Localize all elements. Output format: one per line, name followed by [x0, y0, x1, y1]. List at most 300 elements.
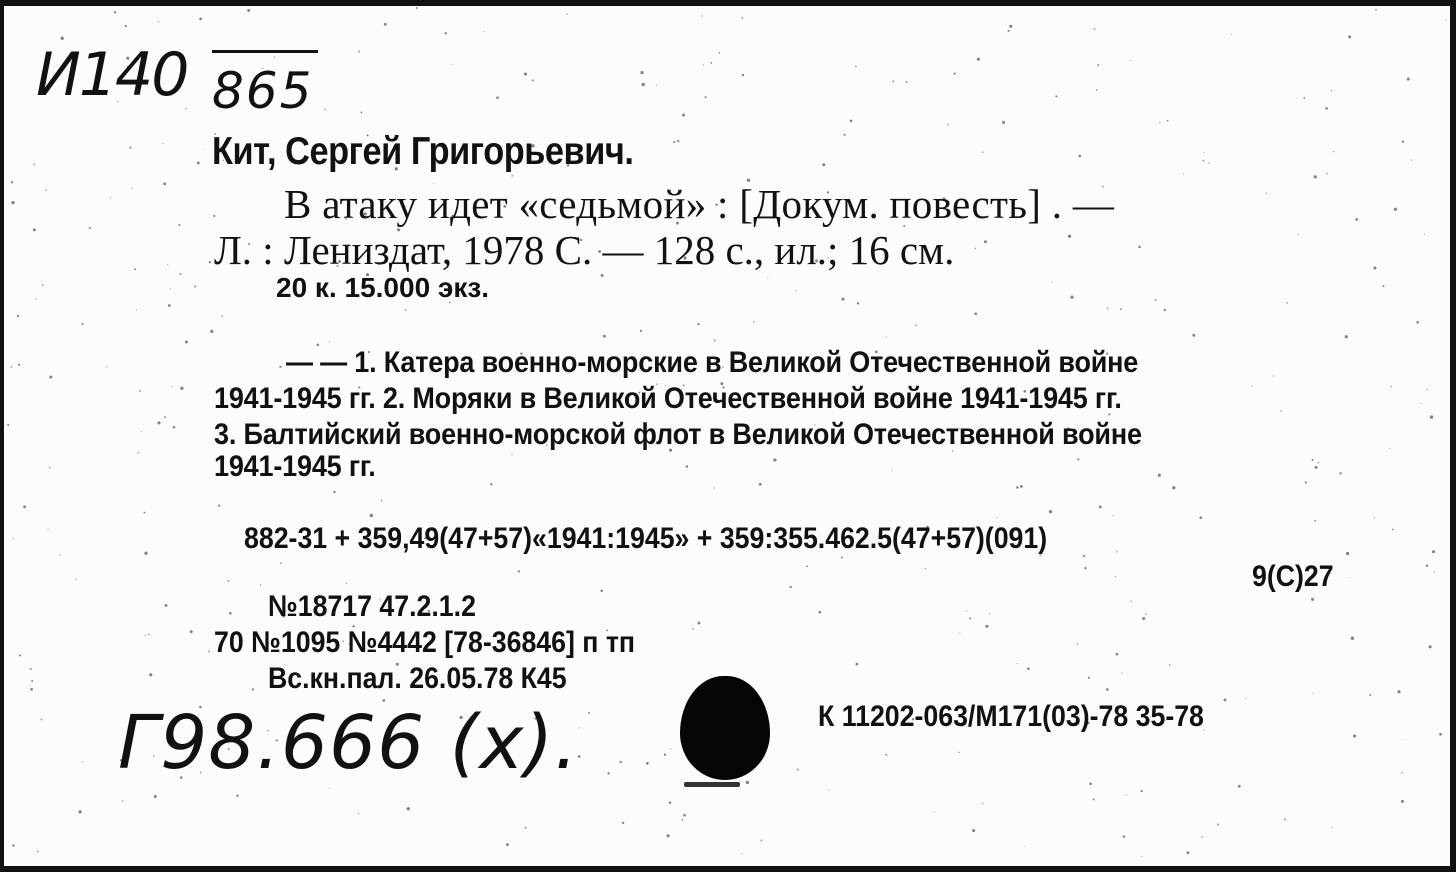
noise-speck	[1355, 218, 1358, 221]
noise-speck	[1096, 89, 1098, 91]
noise-speck	[996, 517, 997, 518]
noise-speck	[1201, 836, 1202, 837]
noise-speck	[199, 18, 202, 21]
noise-speck	[1093, 798, 1095, 800]
noise-speck	[906, 81, 908, 83]
noise-speck	[972, 829, 975, 832]
noise-speck	[170, 288, 171, 289]
noise-speck	[1002, 121, 1005, 124]
noise-speck	[1332, 827, 1333, 828]
udc-classification: 882-31 + 359,49(47+57)«1941:1945» + 359:355.462.5(47+57)(091)	[244, 522, 1048, 555]
noise-speck	[247, 9, 250, 12]
title-statement: В атаку идет «седьмой» : [Докум. повесть] . —	[284, 181, 1115, 227]
subject-line: 3. Балтийский военно-морской флот в Великой Отечественной войне	[214, 418, 1142, 451]
noise-speck	[1077, 458, 1079, 460]
noise-speck	[934, 811, 935, 812]
noise-speck	[213, 215, 215, 217]
noise-speck	[1186, 851, 1189, 854]
noise-speck	[719, 52, 721, 54]
noise-speck	[600, 590, 602, 592]
noise-speck	[145, 635, 146, 636]
noise-speck	[129, 147, 131, 149]
noise-speck	[370, 514, 373, 517]
noise-speck	[506, 843, 509, 846]
noise-speck	[148, 634, 150, 636]
noise-speck	[1284, 819, 1286, 821]
noise-speck	[49, 376, 52, 379]
noise-speck	[975, 248, 976, 249]
noise-speck	[167, 264, 168, 265]
noise-speck	[819, 611, 822, 614]
noise-speck	[1446, 20, 1447, 21]
noise-speck	[1311, 598, 1314, 601]
noise-speck	[741, 17, 743, 19]
noise-speck	[360, 112, 362, 114]
noise-speck	[236, 794, 238, 796]
noise-speck	[7, 424, 9, 426]
noise-speck	[1331, 90, 1332, 91]
noise-speck	[180, 387, 183, 390]
noise-speck	[670, 748, 671, 749]
noise-speck	[989, 613, 990, 614]
noise-speck	[329, 788, 330, 789]
noise-speck	[1115, 576, 1116, 577]
noise-speck	[656, 85, 657, 86]
noise-speck	[252, 688, 254, 690]
noise-speck	[164, 416, 166, 418]
bbk-code: 9(С)27	[1252, 560, 1334, 593]
noise-speck	[646, 762, 649, 765]
noise-speck	[1432, 550, 1435, 553]
noise-speck	[131, 188, 132, 189]
noise-speck	[1439, 733, 1442, 736]
noise-speck	[1167, 120, 1169, 122]
noise-speck	[158, 21, 159, 22]
noise-speck	[966, 611, 967, 612]
noise-speck	[1068, 235, 1071, 238]
noise-speck	[1141, 790, 1143, 792]
noise-speck	[682, 114, 685, 117]
noise-speck	[17, 315, 19, 317]
noise-speck	[358, 51, 360, 53]
noise-speck	[566, 14, 567, 15]
noise-speck	[110, 197, 111, 198]
noise-speck	[13, 538, 14, 539]
noise-speck	[1208, 163, 1209, 164]
handwritten-call-number: Г98.666 (х).	[118, 700, 579, 786]
noise-speck	[1204, 152, 1205, 153]
noise-speck	[19, 654, 21, 656]
noise-speck	[1434, 571, 1435, 572]
subject-line: 1941-1945 гг.	[214, 450, 376, 483]
noise-speck	[683, 814, 686, 817]
author-heading: Кит, Сергей Григорьевич.	[212, 130, 634, 173]
noise-speck	[1326, 173, 1328, 175]
noise-speck	[702, 15, 703, 16]
noise-speck	[41, 719, 43, 721]
noise-speck	[1027, 667, 1030, 670]
noise-speck	[194, 285, 196, 287]
noise-speck	[333, 491, 335, 493]
registration-number: №18717 47.2.1.2	[268, 590, 476, 623]
noise-speck	[125, 25, 127, 27]
noise-speck	[260, 584, 262, 586]
noise-speck	[969, 617, 971, 619]
noise-speck	[915, 324, 917, 326]
noise-speck	[1391, 386, 1392, 387]
noise-speck	[1350, 577, 1351, 578]
noise-speck	[1373, 266, 1376, 269]
noise-speck	[1427, 389, 1428, 390]
noise-speck	[1077, 643, 1078, 644]
noise-speck	[1199, 516, 1202, 519]
publication-statement: Л. : Лениздат, 1978 С. — 128 с., ил.; 16 см.	[214, 227, 955, 273]
noise-speck	[210, 330, 213, 333]
noise-speck	[532, 79, 534, 81]
noise-speck	[1126, 795, 1127, 796]
chamber-date: Вс.кн.пал. 26.05.78 К45	[268, 662, 567, 695]
noise-speck	[1313, 693, 1314, 694]
noise-speck	[642, 83, 645, 86]
noise-speck	[1116, 653, 1119, 656]
shelfmark-overbar	[212, 50, 318, 53]
noise-speck	[1089, 782, 1092, 785]
noise-speck	[1203, 160, 1205, 162]
noise-speck	[324, 109, 326, 111]
noise-speck	[1353, 734, 1356, 737]
noise-speck	[1389, 448, 1390, 449]
noise-speck	[1120, 308, 1122, 310]
handwritten-shelfmark-sub: 865	[212, 62, 314, 120]
noise-speck	[885, 754, 887, 756]
noise-speck	[136, 309, 137, 310]
noise-speck	[1107, 308, 1109, 310]
noise-speck	[173, 426, 176, 429]
noise-speck	[381, 500, 383, 502]
noise-speck	[1305, 481, 1307, 483]
noise-speck	[742, 74, 744, 76]
noise-speck	[697, 323, 699, 325]
noise-speck	[1224, 698, 1227, 701]
noise-speck	[33, 164, 35, 166]
noise-speck	[1314, 520, 1316, 522]
noise-speck	[1374, 517, 1375, 518]
noise-speck	[1078, 155, 1081, 158]
noise-speck	[524, 72, 527, 75]
noise-speck	[12, 844, 14, 846]
noise-speck	[855, 66, 857, 68]
noise-speck	[1397, 690, 1400, 693]
noise-speck	[759, 483, 762, 486]
punch-hole-shadow	[684, 782, 740, 787]
noise-speck	[1141, 856, 1142, 857]
noise-speck	[620, 761, 622, 763]
noise-speck	[640, 330, 642, 332]
noise-speck	[797, 769, 799, 771]
noise-speck	[490, 483, 492, 485]
noise-speck	[1303, 97, 1305, 99]
noise-speck	[588, 712, 590, 714]
noise-speck	[886, 336, 887, 337]
noise-speck	[1020, 485, 1023, 488]
noise-speck	[984, 240, 987, 243]
noise-speck	[106, 366, 107, 367]
noise-speck	[985, 625, 988, 628]
noise-speck	[1375, 9, 1377, 11]
noise-speck	[1155, 299, 1157, 301]
noise-speck	[753, 321, 754, 322]
noise-speck	[795, 290, 796, 291]
noise-speck	[703, 64, 704, 65]
noise-speck	[1426, 565, 1428, 567]
noise-speck	[698, 622, 701, 625]
noise-speck	[82, 761, 83, 762]
noise-speck	[1286, 302, 1287, 303]
noise-speck	[60, 554, 61, 555]
noise-speck	[1169, 664, 1170, 665]
noise-speck	[496, 96, 499, 99]
noise-speck	[1130, 60, 1131, 61]
noise-speck	[11, 366, 13, 368]
noise-speck	[822, 163, 825, 166]
noise-speck	[1401, 800, 1404, 803]
noise-speck	[141, 431, 142, 432]
noise-speck	[1142, 617, 1145, 620]
noise-speck	[114, 11, 116, 13]
noise-speck	[1016, 486, 1019, 489]
noise-speck	[1051, 281, 1052, 282]
noise-speck	[346, 583, 347, 584]
noise-speck	[714, 340, 716, 342]
noise-speck	[204, 149, 205, 150]
noise-speck	[1315, 466, 1318, 469]
noise-speck	[1318, 462, 1319, 463]
noise-speck	[669, 801, 672, 804]
noise-speck	[790, 586, 792, 588]
noise-speck	[741, 853, 742, 854]
noise-speck	[23, 505, 26, 508]
noise-speck	[78, 810, 81, 813]
noise-speck	[1159, 122, 1160, 123]
subject-line: — — 1. Катера военно-морские в Великой Отечественной войне	[286, 346, 1139, 379]
noise-speck	[274, 56, 275, 57]
noise-speck	[1158, 474, 1161, 477]
noise-speck	[445, 32, 447, 34]
noise-speck	[1312, 459, 1314, 461]
noise-speck	[767, 277, 768, 278]
noise-speck	[601, 274, 604, 277]
noise-speck	[1416, 321, 1419, 324]
noise-speck	[157, 421, 160, 424]
noise-speck	[280, 563, 281, 564]
noise-speck	[1430, 415, 1433, 418]
noise-speck	[407, 807, 410, 810]
noise-speck	[144, 512, 146, 514]
noise-speck	[329, 341, 330, 342]
noise-speck	[525, 827, 527, 829]
noise-speck	[30, 688, 33, 691]
noise-speck	[139, 390, 141, 392]
noise-speck	[1183, 174, 1184, 175]
noise-speck	[1348, 35, 1351, 38]
noise-speck	[18, 364, 20, 366]
noise-speck	[75, 579, 76, 580]
noise-speck	[11, 181, 13, 183]
noise-speck	[1351, 637, 1354, 640]
noise-speck	[228, 580, 230, 582]
noise-speck	[622, 822, 624, 824]
noise-speck	[664, 754, 666, 756]
noise-speck	[1345, 335, 1348, 338]
noise-speck	[954, 73, 956, 75]
noise-speck	[959, 633, 960, 634]
noise-speck	[704, 96, 706, 98]
handwritten-shelfmark: И140	[36, 40, 188, 110]
noise-speck	[843, 134, 845, 136]
noise-speck	[1238, 785, 1241, 788]
noise-speck	[134, 268, 136, 270]
noise-speck	[218, 505, 220, 507]
order-numbers: 70 №1095 №4442 [78-36846] п тп	[214, 626, 636, 659]
index-code: К 11202-063/М171(03)-78 35-78	[818, 700, 1204, 733]
noise-speck	[168, 304, 171, 307]
noise-speck	[11, 201, 14, 204]
noise-speck	[1392, 529, 1394, 531]
noise-speck	[1407, 78, 1410, 81]
noise-speck	[221, 316, 222, 317]
noise-speck	[856, 663, 859, 666]
noise-speck	[1346, 552, 1349, 555]
noise-speck	[1325, 107, 1328, 110]
noise-speck	[1163, 309, 1165, 311]
noise-speck	[857, 302, 859, 304]
noise-speck	[1024, 846, 1025, 847]
noise-speck	[1094, 28, 1096, 30]
noise-speck	[1138, 246, 1141, 249]
noise-speck	[974, 313, 977, 316]
noise-speck	[89, 227, 91, 229]
noise-speck	[1369, 694, 1371, 696]
noise-speck	[1420, 403, 1421, 404]
noise-speck	[122, 800, 123, 801]
noise-speck	[710, 62, 712, 64]
noise-speck	[1055, 95, 1057, 97]
noise-speck	[511, 175, 513, 177]
noise-speck	[1121, 673, 1122, 674]
noise-speck	[33, 228, 36, 231]
noise-speck	[608, 772, 610, 774]
noise-speck	[197, 161, 200, 164]
noise-speck	[667, 834, 670, 837]
noise-speck	[416, 7, 418, 9]
noise-speck	[1266, 193, 1267, 194]
noise-speck	[81, 323, 83, 325]
noise-speck	[163, 143, 164, 144]
noise-speck	[185, 341, 188, 344]
noise-speck	[165, 604, 168, 607]
noise-speck	[746, 781, 749, 784]
noise-speck	[279, 366, 281, 368]
noise-speck	[1401, 772, 1402, 773]
noise-speck	[982, 152, 983, 153]
noise-speck	[640, 71, 643, 74]
noise-speck	[49, 467, 51, 469]
noise-speck	[1017, 663, 1018, 664]
noise-speck	[850, 120, 853, 123]
noise-speck	[229, 612, 232, 615]
noise-speck	[484, 31, 485, 32]
noise-speck	[692, 628, 694, 630]
noise-speck	[806, 565, 808, 567]
noise-speck	[947, 124, 948, 125]
noise-speck	[1192, 334, 1195, 337]
noise-speck	[841, 298, 844, 301]
noise-speck	[1113, 515, 1114, 516]
noise-speck	[1131, 601, 1132, 602]
noise-speck	[829, 790, 830, 791]
noise-speck	[1009, 25, 1012, 28]
noise-speck	[714, 487, 715, 488]
noise-speck	[1217, 824, 1219, 826]
noise-speck	[511, 454, 512, 455]
noise-speck	[178, 224, 180, 226]
noise-speck	[1402, 141, 1404, 143]
price-print-run: 20 к. 15.000 экз.	[276, 272, 490, 303]
noise-speck	[1008, 30, 1010, 32]
noise-speck	[172, 386, 173, 387]
noise-speck	[1123, 835, 1125, 837]
noise-speck	[1049, 510, 1052, 513]
noise-speck	[1339, 472, 1341, 474]
noise-speck	[518, 570, 520, 572]
noise-speck	[45, 189, 47, 191]
noise-speck	[1083, 555, 1085, 557]
noise-speck	[180, 273, 182, 275]
noise-speck	[144, 552, 147, 555]
noise-speck	[1172, 486, 1175, 489]
noise-speck	[30, 668, 32, 670]
noise-speck	[42, 284, 44, 286]
noise-speck	[841, 556, 843, 558]
noise-speck	[1251, 385, 1252, 386]
noise-speck	[451, 64, 452, 65]
noise-speck	[1097, 64, 1099, 66]
noise-speck	[31, 680, 33, 682]
noise-speck	[29, 685, 30, 686]
noise-speck	[208, 651, 210, 653]
noise-speck	[677, 140, 679, 142]
noise-speck	[154, 795, 157, 798]
noise-speck	[1070, 295, 1073, 298]
noise-speck	[48, 529, 49, 530]
noise-speck	[384, 23, 387, 26]
noise-speck	[1099, 506, 1102, 509]
noise-speck	[1231, 34, 1232, 35]
noise-speck	[603, 335, 606, 338]
noise-speck	[37, 851, 39, 853]
noise-speck	[190, 630, 193, 633]
noise-speck	[1394, 208, 1397, 211]
noise-speck	[977, 58, 980, 61]
noise-speck	[1088, 677, 1090, 679]
noise-speck	[982, 803, 983, 804]
noise-speck	[1429, 645, 1432, 648]
noise-speck	[1383, 285, 1385, 287]
noise-speck	[686, 465, 689, 468]
noise-speck	[892, 80, 894, 82]
noise-speck	[138, 452, 139, 453]
noise-speck	[1314, 175, 1317, 178]
